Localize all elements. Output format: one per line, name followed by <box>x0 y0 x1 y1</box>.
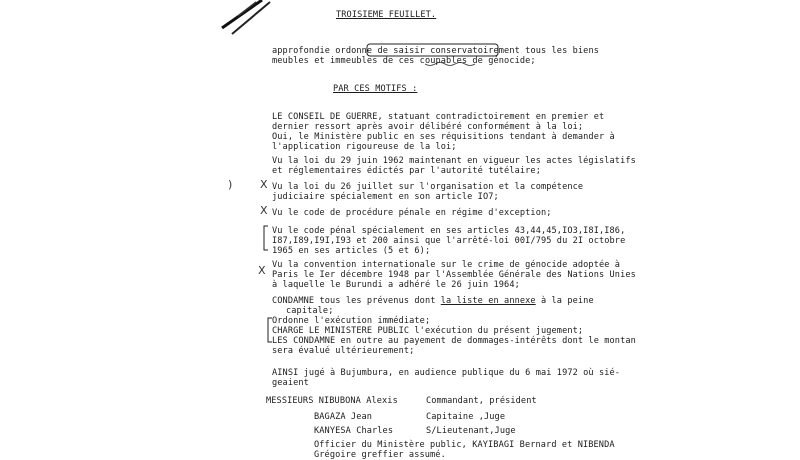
conseil-line-2: dernier ressort après avoir délibéré conformément à la loi; <box>272 122 584 132</box>
vu-convention-line-2: Paris le Ier décembre 1948 par l'Assemblée Générale des Nations Unies <box>272 270 636 280</box>
conseil-line-3: Oui, le Ministère public en ses réquisitions tendant à demander à <box>272 132 615 142</box>
margin-x-mark: X <box>258 264 266 277</box>
ainsi-line-1: AINSI jugé à Bujumbura, en audience publique du 6 mai 1972 où sié- <box>272 368 621 378</box>
signatory-greffier-line: Grégoire greffier assumé. <box>314 450 446 460</box>
vu-penal-line-1: Vu le code pénal spécialement en ses articles 43,44,45,IO3,I8I,I86, <box>272 226 626 236</box>
vu-procedure: Vu le code de procédure pénale en régime d'exception; <box>272 208 552 218</box>
vu-penal-line-3: 1965 en ses articles (5 et 6); <box>272 246 431 256</box>
margin-paren-mark: ) <box>228 178 233 191</box>
intro-boxed-phrase: de saisir conservatoirement <box>377 46 520 56</box>
annex-list-reference: la liste en annexe <box>440 296 536 306</box>
vu-1910-line-2: judiciaire spécialement en son article IO7; <box>272 192 499 202</box>
vu-convention-line-3: à laquelle le Burundi a adhéré le 26 juin 1964; <box>272 280 520 290</box>
condamne-line-3: Ordonne l'exécution immédiate; <box>272 316 431 326</box>
condamne-line-4: CHARGE LE MINISTERE PUBLIC l'exécution du présent jugement; <box>272 326 584 336</box>
signatory-name: BAGAZA Jean <box>314 412 373 422</box>
vu-convention-line-1: Vu la convention internationale sur le crime de génocide adoptée à <box>272 260 621 270</box>
intro-line-1 <box>272 46 599 56</box>
signatory-role: Capitaine ,Juge <box>426 412 506 422</box>
intro-prefix: approfondie ordonne <box>272 46 378 56</box>
condamne-line-2: capitale; <box>286 306 334 316</box>
vu-1962-line-2: et réglementaires édictés par l'autorité tutélaire; <box>272 166 541 176</box>
signatory-name: KANYESA Charles <box>314 426 394 436</box>
condamne-suffix: à la peine <box>535 296 594 306</box>
vu-1962-line-1: Vu la loi du 29 juin 1962 maintenant en vigueur les actes législatifs <box>272 156 636 166</box>
conseil-line-1: LE CONSEIL DE GUERRE, statuant contradictoirement en premier et <box>272 112 605 122</box>
margin-x-mark: X <box>260 204 268 217</box>
signatory-officer-line: Officier du Ministère public, KAYIBAGI Bernard et NIBENDA <box>314 440 615 450</box>
signatory-role: Commandant, président <box>426 396 537 406</box>
motifs-heading: PAR CES MOTIFS : <box>333 84 418 94</box>
condamne-prefix: CONDAMNE tous les prévenus dont <box>272 296 441 306</box>
vu-penal-line-2: I87,I89,I9I,I93 et 200 ainsi que l'arrêté-loi 00I/795 du 2I octobre <box>272 236 626 246</box>
conseil-line-4: l'application rigoureuse de la loi; <box>272 142 457 152</box>
signatory-role: S/Lieutenant,Juge <box>426 426 516 436</box>
condamne-line-1 <box>272 296 594 306</box>
intro-suffix: tous les biens <box>519 46 599 56</box>
margin-x-mark: X <box>260 178 268 191</box>
condamne-line-6: sera évalué ultérieurement; <box>272 346 415 356</box>
page-title: TROISIEME FEUILLET. <box>336 10 437 20</box>
vu-1910-line-1: Vu la loi du 26 juillet sur l'organisation et la compétence <box>272 182 584 192</box>
intro-line-2: meubles et immeubles de ces coupables de génocide; <box>272 56 536 66</box>
signatory-name: MESSIEURS NIBUBONA Alexis <box>266 396 398 406</box>
ainsi-line-2: geaient <box>272 378 309 388</box>
condamne-line-5: LES CONDAMNE en outre au payement de dommages-intérêts dont le montan <box>272 336 636 346</box>
